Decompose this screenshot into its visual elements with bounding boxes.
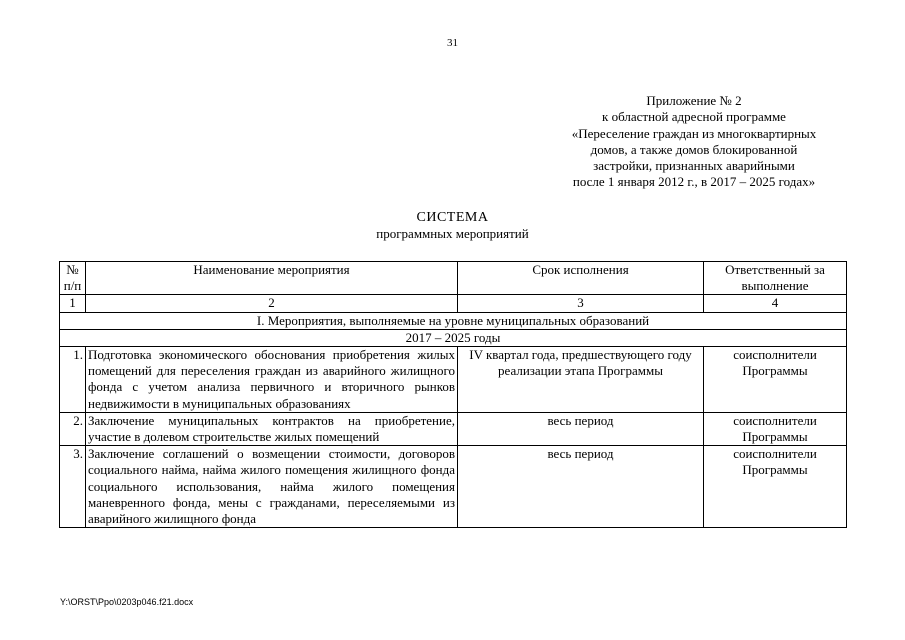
table-row bbox=[60, 412, 847, 445]
row-responsible: соисполнители Программы bbox=[704, 446, 847, 528]
row-num: 1. bbox=[60, 347, 86, 413]
row-deadline: весь период bbox=[458, 412, 704, 445]
column-number: 4 bbox=[704, 295, 847, 312]
appendix-line: застройки, признанных аварийными bbox=[593, 158, 795, 174]
table-row bbox=[60, 347, 847, 413]
section-title: I. Мероприятия, выполняемые на уровне муниципальных образований bbox=[60, 312, 847, 329]
section-period: 2017 – 2025 годы bbox=[60, 329, 847, 346]
header-num: № п/п bbox=[60, 262, 86, 295]
row-responsible: соисполнители Программы bbox=[704, 347, 847, 413]
appendix-line: «Переселение граждан из многоквартирных bbox=[571, 125, 817, 141]
column-number: 3 bbox=[458, 295, 704, 312]
table-row bbox=[60, 446, 847, 528]
row-responsible: соисполнители Программы bbox=[704, 412, 847, 445]
page-number: 31 bbox=[447, 37, 458, 49]
footer-file-path: Y:\ORST\Ppo\0203p046.f21.docx bbox=[60, 597, 194, 607]
column-number: 2 bbox=[86, 295, 458, 312]
document-subtitle: программных мероприятий bbox=[376, 226, 529, 241]
section-title-row bbox=[60, 312, 847, 329]
appendix-line: после 1 января 2012 г., в 2017 – 2025 годах» bbox=[572, 174, 816, 190]
row-name: Заключение соглашений о возмещении стоимости, договоров социального найма, найма жилого помещения жилищного фонда социального использования, найма жилого помещения маневренного фонда, мены с гражданами, переселяемыми из аварийного жилищного фонда bbox=[86, 446, 458, 528]
appendix-line: Приложение № 2 bbox=[646, 93, 742, 108]
document-title-block bbox=[0, 209, 905, 242]
column-number: 1 bbox=[60, 295, 86, 312]
appendix-line: домов, а также домов блокированной bbox=[590, 141, 798, 157]
row-name: Подготовка экономического обоснования приобретения жилых помещений для переселения граждан из аварийного жилищного фонда с учетом анализа первичного и вторичного рынков недвижимости в муниципальных образованиях bbox=[86, 347, 458, 413]
row-num: 2. bbox=[60, 412, 86, 445]
header-name: Наименование мероприятия bbox=[86, 262, 458, 295]
appendix-header bbox=[520, 93, 868, 191]
section-period-row bbox=[60, 329, 847, 346]
column-number-row bbox=[60, 295, 847, 312]
row-deadline: IV квартал года, предшествующего году реализации этапа Программы bbox=[458, 347, 704, 413]
document-title: СИСТЕМА bbox=[416, 210, 489, 225]
appendix-line: к областной адресной программе bbox=[602, 109, 786, 125]
row-num: 3. bbox=[60, 446, 86, 528]
header-responsible: Ответственный за выполнение bbox=[704, 262, 847, 295]
row-deadline: весь период bbox=[458, 446, 704, 528]
header-deadline: Срок исполнения bbox=[458, 262, 704, 295]
table-header-row bbox=[60, 262, 847, 295]
program-measures-table bbox=[59, 261, 847, 528]
row-name: Заключение муниципальных контрактов на приобретение, участие в долевом строительстве жилых помещений bbox=[86, 412, 458, 445]
